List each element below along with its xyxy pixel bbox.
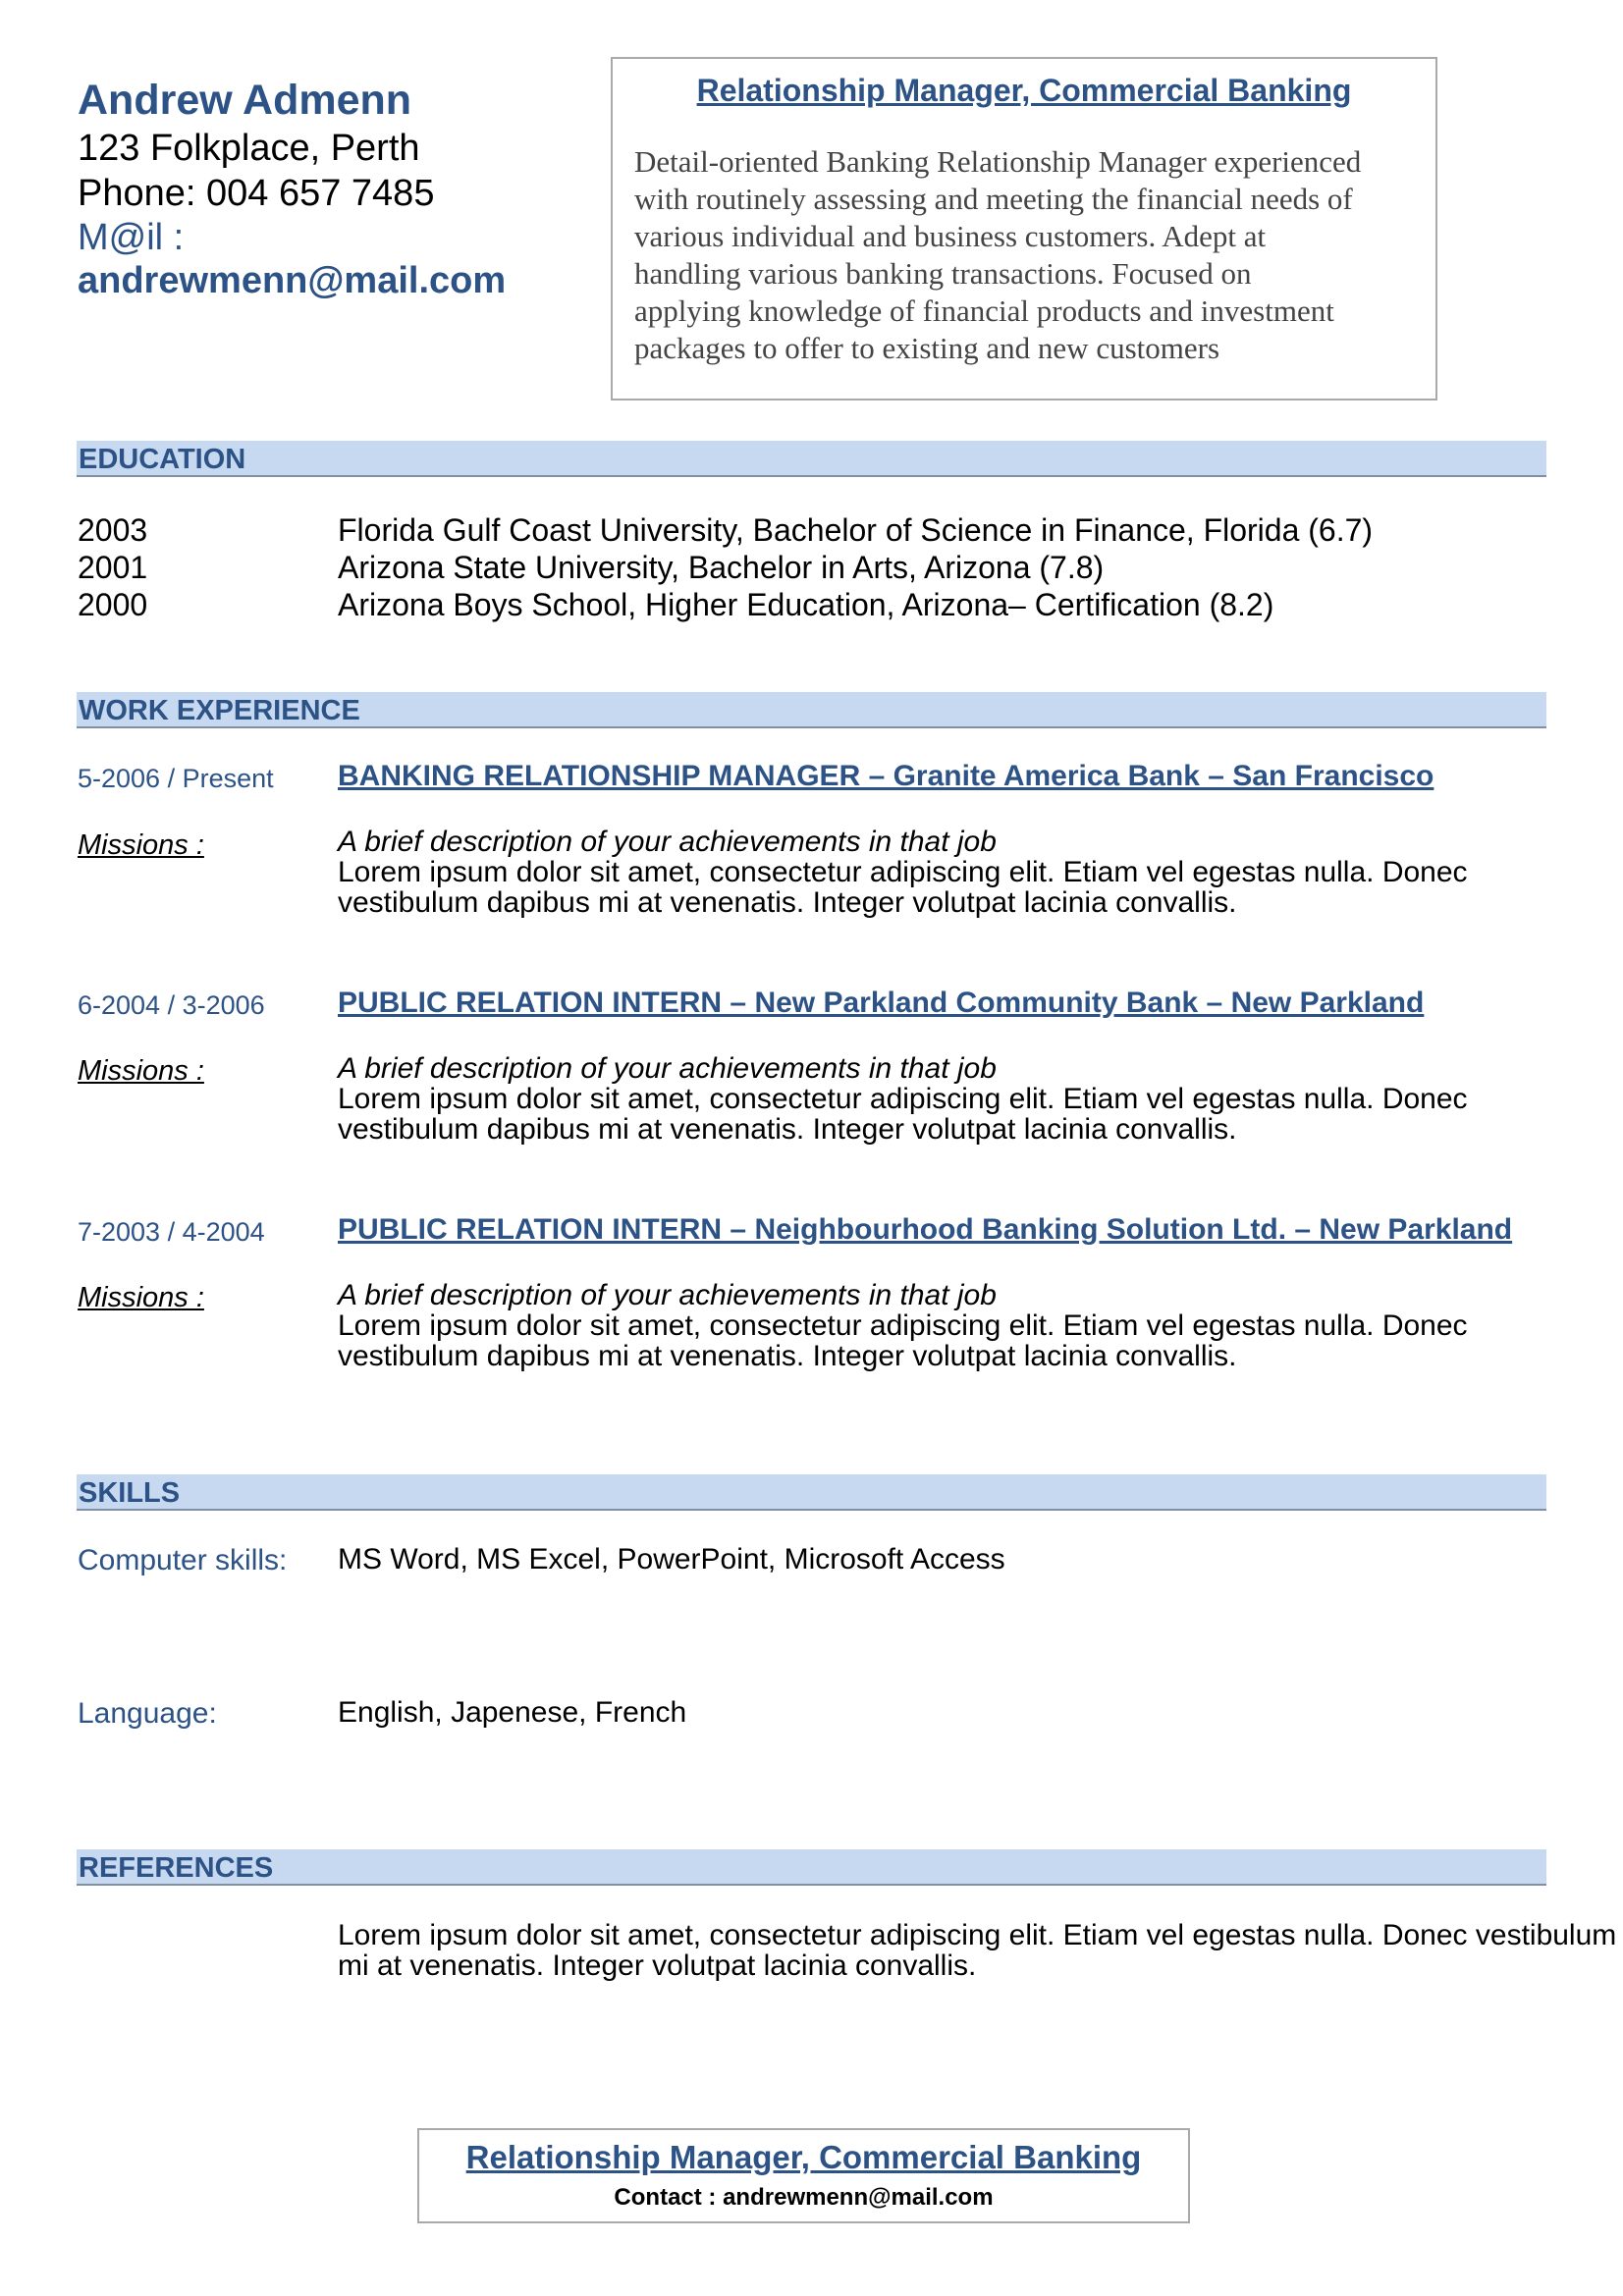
- missions-label: Missions :: [78, 1055, 204, 1087]
- job-brief: A brief description of your achievements in that job: [338, 826, 997, 858]
- summary-title: Relationship Manager, Commercial Banking: [696, 73, 1352, 108]
- language-label: Language:: [78, 1697, 217, 1730]
- education-entry: Florida Gulf Coast University, Bachelor of Science in Finance, Florida (6.7): [338, 512, 1374, 548]
- education-section-header: [77, 441, 1546, 477]
- education-year: 2003: [78, 512, 148, 548]
- work-section-header: [77, 692, 1546, 728]
- references-section-header: [77, 1849, 1546, 1886]
- job-title[interactable]: BANKING RELATIONSHIP MANAGER – Granite America Bank – San Francisco: [338, 760, 1434, 792]
- skills-heading: SKILLS: [79, 1477, 181, 1509]
- job-dates: 6-2004 / 3-2006: [78, 990, 265, 1020]
- job-description: vestibulum dapibus mi at venenatis. Integer volutpat lacinia convallis.: [338, 1340, 1237, 1372]
- job-dates: 5-2006 / Present: [78, 764, 274, 793]
- education-year: 2001: [78, 550, 148, 585]
- summary-line: with routinely assessing and meeting the financial needs of: [634, 182, 1353, 216]
- education-heading: EDUCATION: [79, 444, 246, 475]
- job-description: Lorem ipsum dolor sit amet, consectetur adipiscing elit. Etiam vel egestas nulla. Donec: [338, 1083, 1468, 1115]
- candidate-name: Andrew Admenn: [78, 77, 412, 124]
- education-year: 2000: [78, 587, 148, 622]
- skills-section-header: [77, 1474, 1546, 1511]
- footer-title: Relationship Manager, Commercial Banking: [465, 2139, 1142, 2175]
- education-entry: Arizona Boys School, Higher Education, Arizona– Certification (8.2): [338, 587, 1274, 622]
- work-heading: WORK EXPERIENCE: [79, 695, 360, 726]
- job-description: Lorem ipsum dolor sit amet, consectetur adipiscing elit. Etiam vel egestas nulla. Donec: [338, 856, 1468, 888]
- footer-contact: Contact : andrewmenn@mail.com: [614, 2184, 994, 2211]
- job-title[interactable]: PUBLIC RELATION INTERN – Neighbourhood Banking Solution Ltd. – New Parkland: [338, 1213, 1513, 1246]
- computer-skills-label: Computer skills:: [78, 1544, 288, 1576]
- summary-line: handling various banking transactions. Focused on: [634, 256, 1252, 291]
- summary-line: applying knowledge of financial products and investment: [634, 294, 1334, 328]
- job-description: vestibulum dapibus mi at venenatis. Integer volutpat lacinia convallis.: [338, 886, 1237, 919]
- email-link[interactable]: andrewmenn@mail.com: [78, 260, 507, 301]
- job-brief: A brief description of your achievements in that job: [338, 1279, 997, 1311]
- job-title[interactable]: PUBLIC RELATION INTERN – New Parkland Community Bank – New Parkland: [338, 987, 1425, 1019]
- references-heading: REFERENCES: [79, 1852, 274, 1884]
- computer-skills-value: MS Word, MS Excel, PowerPoint, Microsoft Access: [338, 1543, 1005, 1575]
- footer-box: [417, 2128, 1190, 2223]
- phone: Phone: 004 657 7485: [78, 173, 435, 214]
- references-text: Lorem ipsum dolor sit amet, consectetur adipiscing elit. Etiam vel egestas nulla. Donec vestibulum: [338, 1920, 1617, 1950]
- summary-box: [611, 57, 1437, 400]
- summary-line: various individual and business customers. Adept at: [634, 219, 1267, 253]
- job-description: vestibulum dapibus mi at venenatis. Integer volutpat lacinia convallis.: [338, 1113, 1237, 1146]
- address: 123 Folkplace, Perth: [78, 128, 420, 169]
- missions-label: Missions :: [78, 829, 204, 861]
- language-value: English, Japenese, French: [338, 1696, 687, 1729]
- summary-text: [634, 143, 1418, 367]
- missions-label: Missions :: [78, 1282, 204, 1313]
- mail-label: M@il :: [78, 217, 185, 258]
- job-brief: A brief description of your achievements in that job: [338, 1052, 997, 1085]
- job-dates: 7-2003 / 4-2004: [78, 1217, 265, 1247]
- job-description: Lorem ipsum dolor sit amet, consectetur adipiscing elit. Etiam vel egestas nulla. Donec: [338, 1309, 1468, 1342]
- education-entry: Arizona State University, Bachelor in Arts, Arizona (7.8): [338, 550, 1105, 585]
- summary-line: packages to offer to existing and new customers: [634, 331, 1220, 365]
- summary-line: Detail-oriented Banking Relationship Manager experienced: [634, 144, 1362, 179]
- references-text: mi at venenatis. Integer volutpat lacinia convallis.: [338, 1949, 977, 1982]
